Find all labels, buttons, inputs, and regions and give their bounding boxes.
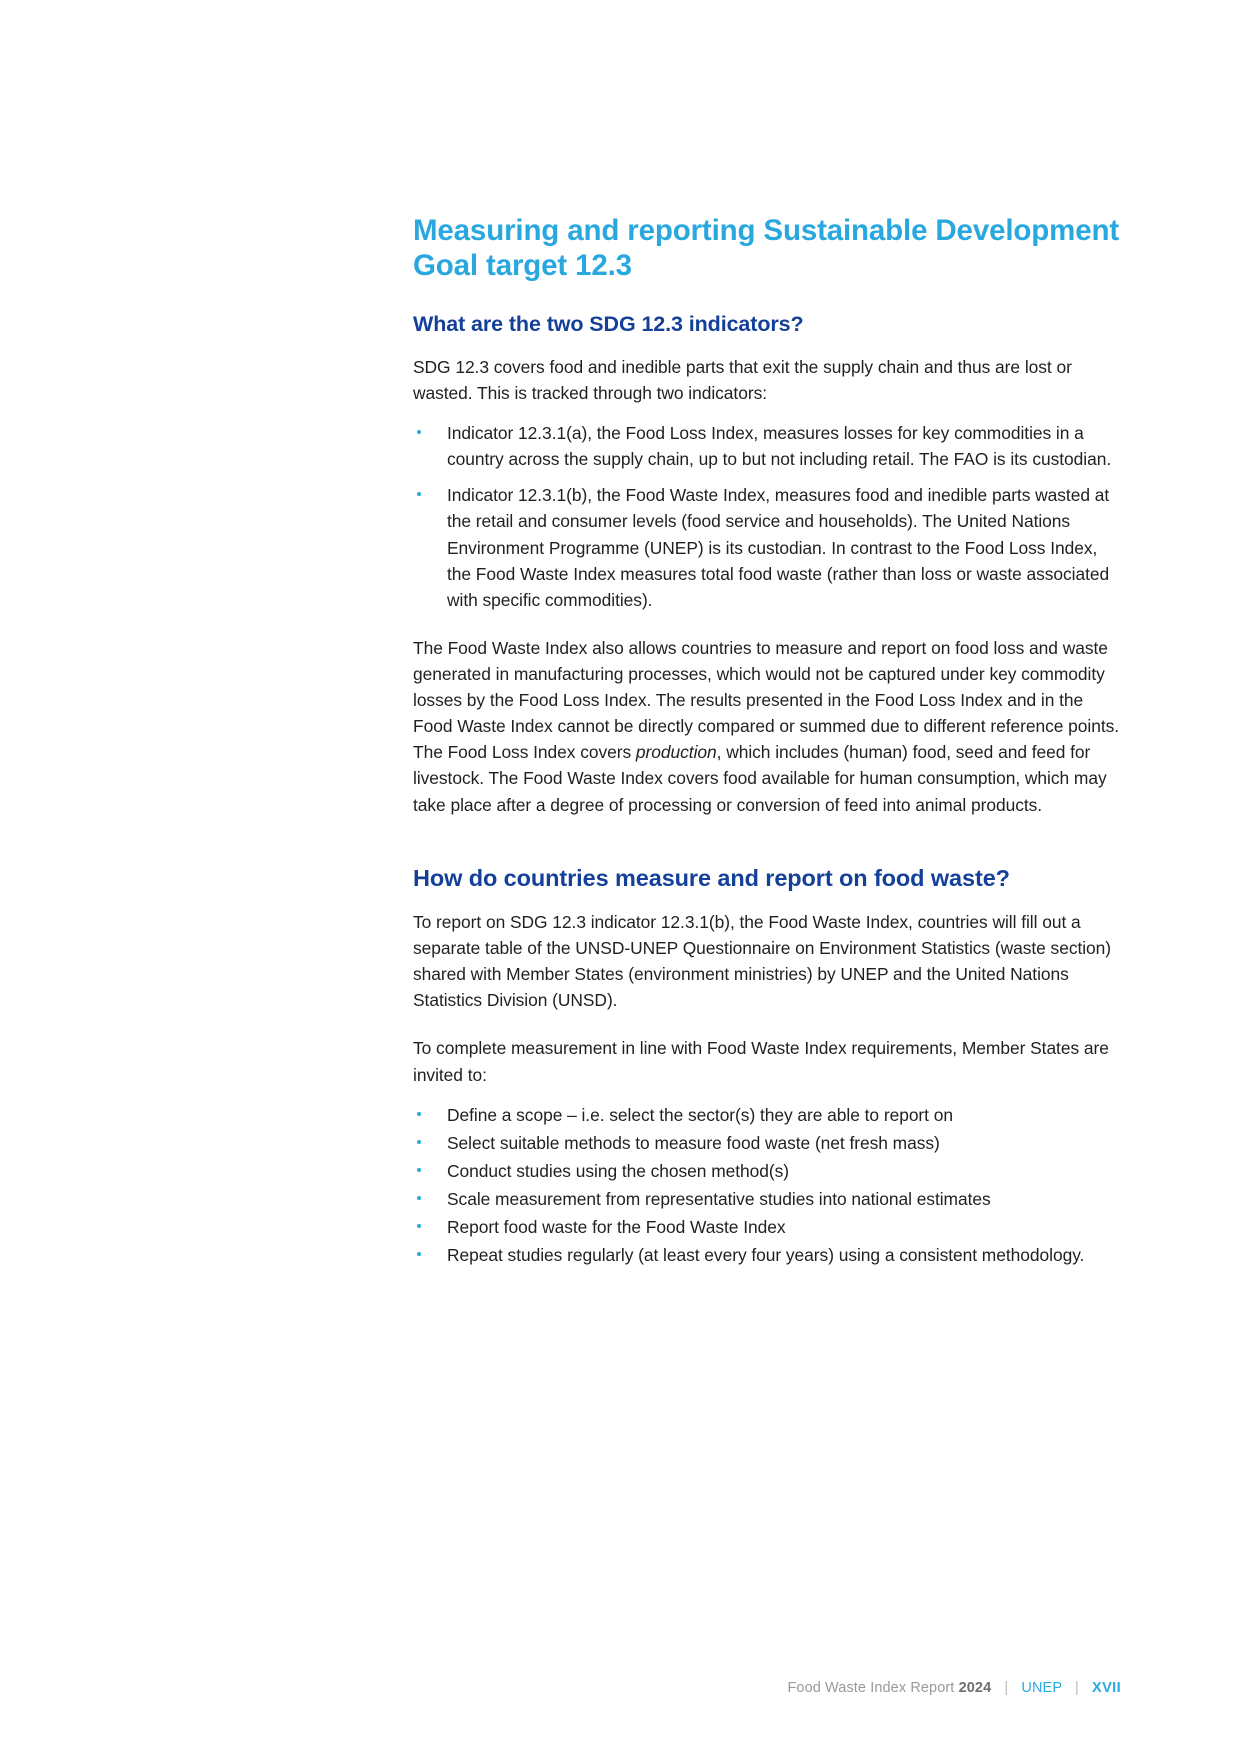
- list-item: [413, 1102, 1121, 1128]
- list-item-text: Indicator 12.3.1(b), the Food Waste Index, measures food and inedible parts wasted at the retail and consumer levels (food service and households). The United Nations Environment Programme (UNEP) is its custodian. In contrast to the Food Loss Index, the Food Waste Index measures total food waste (rather than loss or waste associated with specific commodities).: [447, 485, 1110, 610]
- bullet-dot-icon: [417, 1252, 421, 1256]
- list-item-text: Indicator 12.3.1(a), the Food Loss Index, measures losses for key commodities in a country across the supply chain, up to but not including retail. The FAO is its custodian.: [447, 423, 1112, 470]
- page-title: Measuring and reporting Sustainable Development Goal target 12.3: [413, 214, 1119, 282]
- list-item-text: Report food waste for the Food Waste Index: [447, 1217, 786, 1238]
- reporting-paragraph: To report on SDG 12.3 indicator 12.3.1(b), the Food Waste Index, countries will fill out a separate table of the UNSD-UNEP Questionnaire on Environment Statistics (waste section) shared with Member States (environment ministries) by UNEP and the United Nations Statistics Division (UNSD).: [413, 912, 1112, 1011]
- list-item: [413, 1214, 1121, 1240]
- bullet-dot-icon: [417, 1196, 421, 1200]
- page-footer: [0, 1680, 1121, 1696]
- bullet-dot-icon: [417, 1224, 421, 1228]
- footer-separator: |: [1004, 1680, 1009, 1696]
- list-item: [413, 1186, 1121, 1212]
- list-item-text: Select suitable methods to measure food waste (net fresh mass): [447, 1132, 940, 1153]
- page-content: [413, 214, 1121, 1270]
- member-state-steps-list: [413, 1102, 1121, 1269]
- list-item-text: Repeat studies regularly (at least every four years) using a consistent methodology.: [447, 1245, 1085, 1266]
- footer-organisation: UNEP: [1021, 1680, 1062, 1696]
- list-item: [413, 1158, 1121, 1184]
- list-item: [413, 1130, 1121, 1156]
- list-item: [413, 482, 1121, 613]
- emphasis-production: production: [635, 742, 717, 763]
- intro-paragraph: SDG 12.3 covers food and inedible parts that exit the supply chain and thus are lost or wasted. This is tracked through two indicators:: [413, 356, 1072, 403]
- footer-year: 2024: [958, 1680, 992, 1696]
- list-item-text: Scale measurement from representative studies into national estimates: [447, 1188, 991, 1209]
- list-item-text: Conduct studies using the chosen method(s): [447, 1160, 790, 1181]
- indicator-bullet-list: [413, 420, 1121, 613]
- list-item: [413, 1242, 1121, 1268]
- section-heading-indicators: What are the two SDG 12.3 indicators?: [413, 312, 804, 336]
- closing-paragraph-part1: The Food Waste Index also allows countries to measure and report on food loss and waste generated in manufacturing processes, which would not be captured under key commodity losses by the Food Loss Index. The results presented in the Food Loss Index and in the Food Waste Index cannot be directly compared or summed due to different reference points. The Food Loss Index covers: [413, 637, 1120, 763]
- bullet-dot-icon: [417, 492, 421, 496]
- list-item-text: Define a scope – i.e. select the sector(s) they are able to report on: [447, 1104, 953, 1125]
- bullet-dot-icon: [417, 1168, 421, 1172]
- footer-page-number: XVII: [1092, 1680, 1121, 1696]
- closing-paragraph: [413, 635, 1121, 818]
- section-heading-measure-report: How do countries measure and report on food waste?: [413, 864, 1010, 891]
- bullet-dot-icon: [417, 430, 421, 434]
- bullet-dot-icon: [417, 1140, 421, 1144]
- closing-paragraph-part2: , which includes (human) food, seed and feed for livestock. The Food Waste Index covers food available for human consumption, which may take place after a degree of processing or conversion of feed into animal products.: [413, 742, 1107, 815]
- bullet-dot-icon: [417, 1112, 421, 1116]
- list-item: [413, 420, 1121, 472]
- invitation-paragraph: To complete measurement in line with Food Waste Index requirements, Member States are invited to:: [413, 1038, 1109, 1085]
- footer-report-name: Food Waste Index Report: [787, 1680, 955, 1696]
- footer-separator: |: [1074, 1680, 1079, 1696]
